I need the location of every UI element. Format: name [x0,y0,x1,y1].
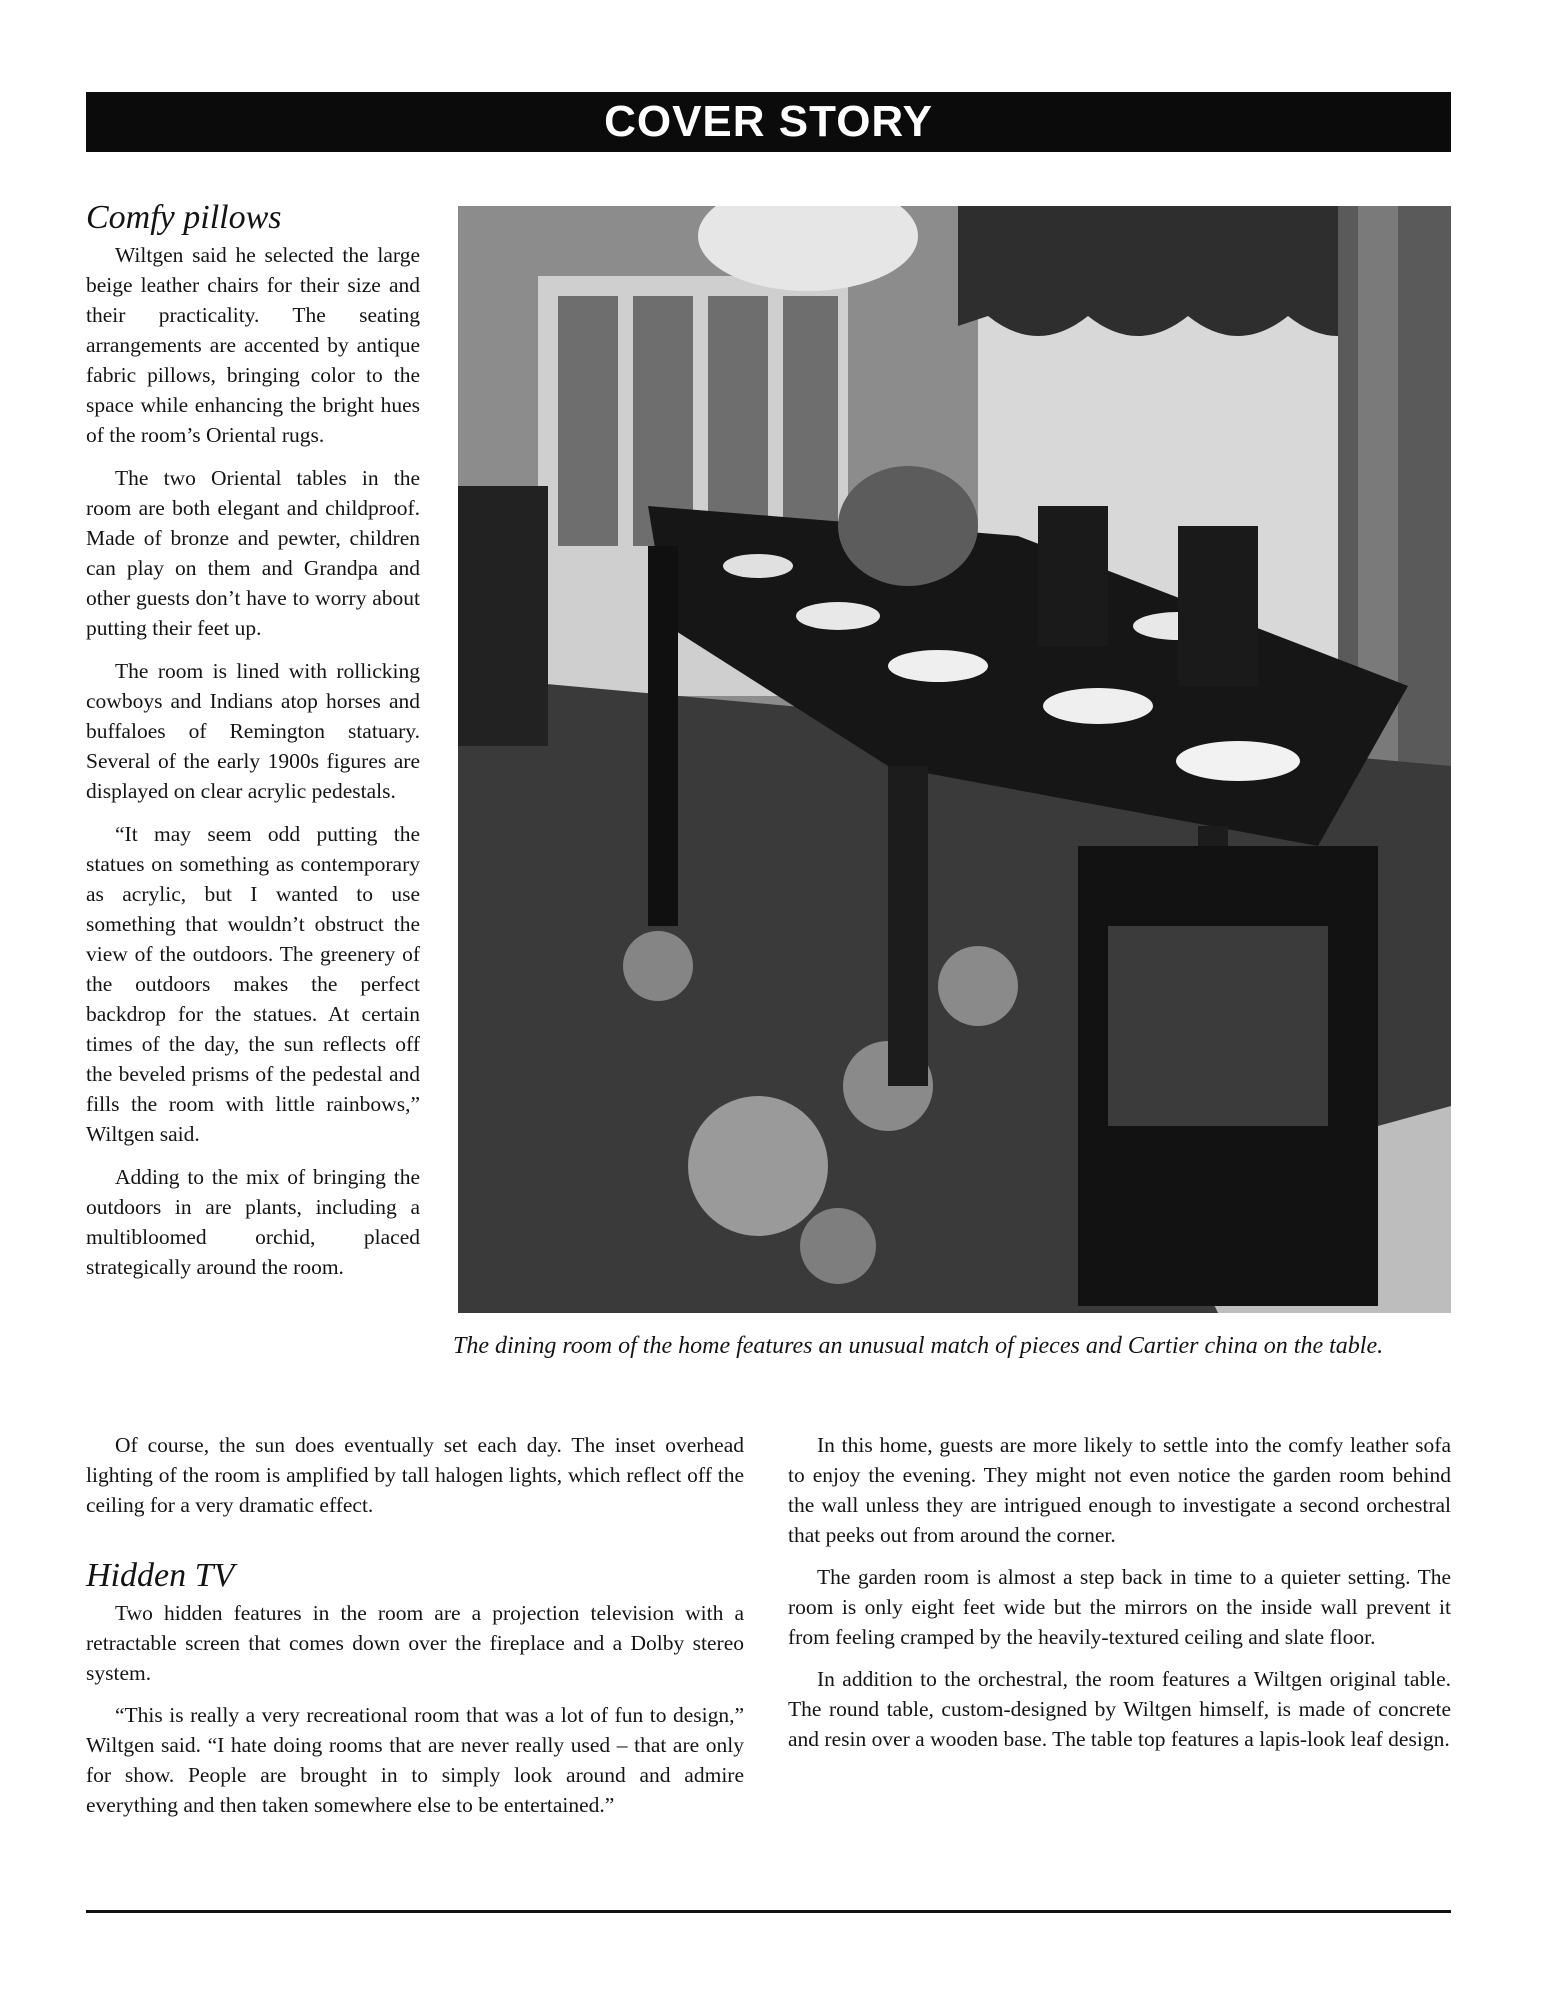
article-paragraph: In this home, guests are more likely to settle into the comfy leather sofa to enjoy the evening. They might not even notice the garden room behind the wall unless they are intrigued enough to investigate a second orchestral that peeks out from around the corner. [788,1433,1451,1547]
article-paragraph: In addition to the orchestral, the room features a Wiltgen original table. The round table, custom-designed by Wiltgen himself, is made of concrete and resin over a wooden base. The table top features a lapis-look leaf design. [788,1667,1451,1751]
article-paragraph: Of course, the sun does eventually set each day. The inset overhead lighting of the room is amplified by tall halogen lights, which reflect off the ceiling for a very dramatic effect. [86,1433,744,1517]
article-paragraph: “It may seem odd putting the statues on something as contemporary as acrylic, but I wanted to use something that wouldn’t obstruct the view of the outdoors. The greenery of the outdoors makes the perfect backdrop for the statues. At certain times of the day, the sun reflects off the beveled prisms of the pedestal and fills the room with little rainbows,” Wiltgen said. [86,822,420,1146]
left-column [86,198,420,1295]
article-paragraph: Adding to the mix of bringing the outdoors in are plants, including a multibloomed orchid, placed strategically around the room. [86,1165,420,1279]
section-heading-hidden-tv: Hidden TV [86,1557,235,1594]
article-paragraph: “This is really a very recreational room that was a lot of fun to design,” Wiltgen said. “I hate doing rooms that are never really used – that are only for show. People are brought in to simply look around and admire everything and then taken somewhere else to be entertained.” [86,1703,744,1817]
section-heading-comfy-pillows: Comfy pillows [86,199,282,236]
dining-room-photo-illustration [458,206,1451,1313]
article-paragraph: The two Oriental tables in the room are both elegant and childproof. Made of bronze and pewter, children can play on them and Grandpa and other guests don’t have to worry about putting their feet up. [86,466,420,640]
dining-room-photo [458,206,1451,1313]
article-paragraph: The garden room is almost a step back in time to a quieter setting. The room is only eight feet wide but the mirrors on the inside wall prevent it from feeling cramped by the heavily-textured ceiling and slate floor. [788,1565,1451,1649]
lower-left-column [86,1430,744,1832]
footer-rule [86,1910,1451,1913]
article-paragraph: Wiltgen said he selected the large beige leather chairs for their size and their practicality. The seating arrangements are accented by antique fabric pillows, bringing color to the space while enhancing the bright hues of the room’s Oriental rugs. [86,243,420,447]
section-banner: COVER STORY [86,92,1451,152]
lower-right-column [788,1430,1451,1766]
article-paragraph: The room is lined with rollicking cowboys and Indians atop horses and buffaloes of Remington statuary. Several of the early 1900s figures are displayed on clear acrylic pedestals. [86,659,420,803]
article-paragraph: Two hidden features in the room are a projection television with a retractable screen that comes down over the fireplace and a Dolby stereo system. [86,1601,744,1685]
photo-caption: The dining room of the home features an unusual match of pieces and Cartier china on the table. [453,1333,1384,1359]
